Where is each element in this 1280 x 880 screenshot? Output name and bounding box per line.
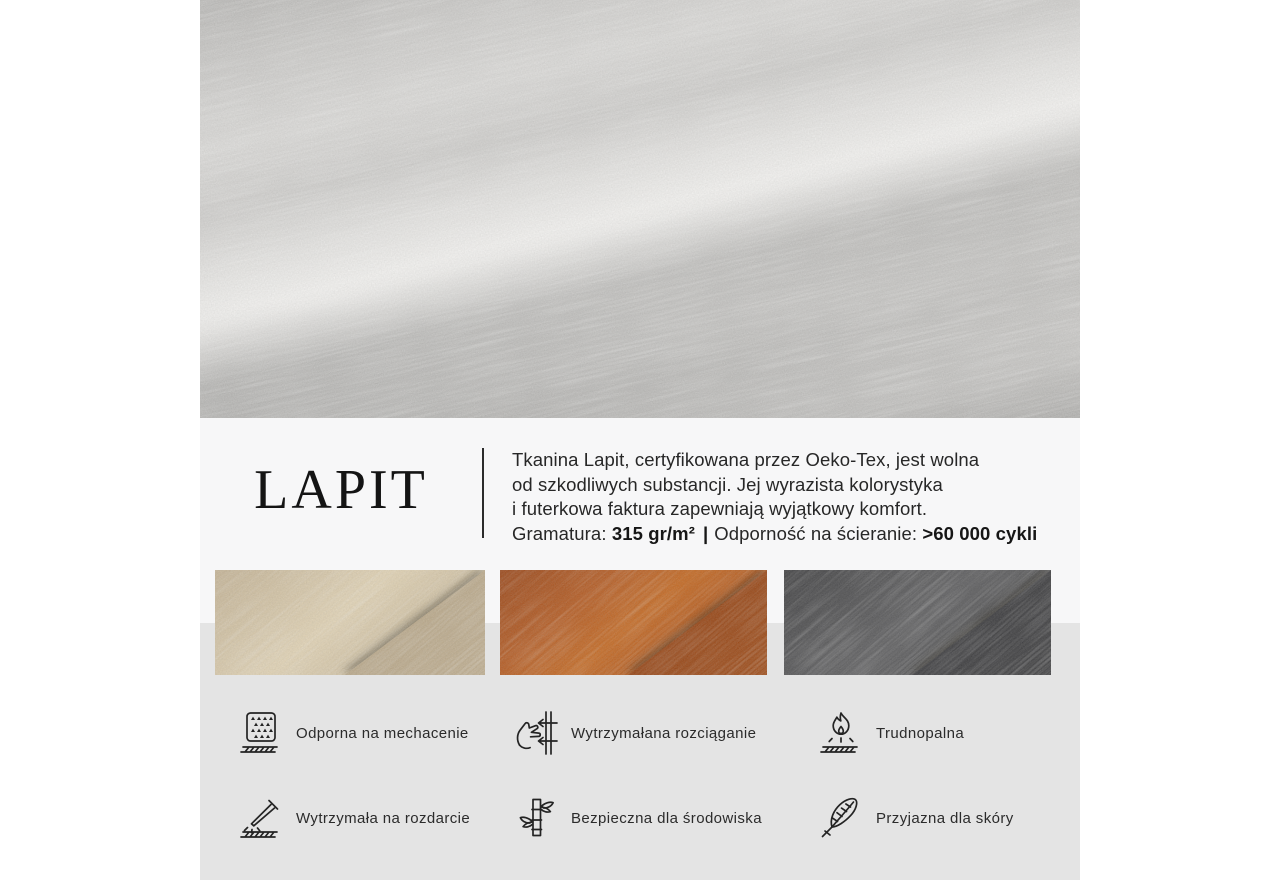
feature-label: Bezpieczna dla środowiska xyxy=(571,809,762,827)
feature-label: Wytrzymałana rozciąganie xyxy=(571,724,757,742)
pilling-resistant-icon xyxy=(238,710,284,756)
feature-label: Wytrzymała na rozdarcie xyxy=(296,809,471,827)
stretch-resistant-icon xyxy=(513,710,559,756)
feature-item-tear xyxy=(238,793,470,843)
title-divider xyxy=(482,448,484,538)
tear-resistant-icon xyxy=(238,795,284,841)
flame-retardant-icon xyxy=(818,710,864,756)
feature-item-flame xyxy=(818,708,964,758)
description-line: i futerkowa faktura zapewniają wyjątkowy komfort. xyxy=(512,498,928,519)
spec-separator: | xyxy=(702,522,709,544)
feature-item-eco xyxy=(513,793,762,843)
hero-fabric-image xyxy=(200,0,1080,418)
eco-friendly-icon xyxy=(513,795,559,841)
spec-line xyxy=(512,522,1072,547)
feature-item-skin xyxy=(818,793,1014,843)
weight-value: 315 gr/m² xyxy=(611,522,695,544)
abrasion-value: >60 000 cykli xyxy=(922,522,1038,544)
swatch-beige xyxy=(215,570,485,675)
feature-item-stretch xyxy=(513,708,756,758)
swatches-row xyxy=(200,570,1080,675)
weight-label: Gramatura: xyxy=(512,522,607,544)
abrasion-label: Odporność na ścieranie: xyxy=(714,522,918,544)
fabric-texture-overlay xyxy=(200,0,1080,418)
feature-label: Trudnopalna xyxy=(876,724,965,742)
swatch-rust xyxy=(500,570,767,675)
product-title: LAPIT xyxy=(254,459,428,521)
feature-label: Odporna na mechacenie xyxy=(296,724,469,742)
swatch-charcoal xyxy=(784,570,1051,675)
skin-friendly-icon xyxy=(818,795,864,841)
description-line: od szkodliwych substancji. Jej wyrazista kolorystyka xyxy=(512,473,943,495)
product-description xyxy=(512,448,1072,546)
feature-label: Przyjazna dla skóry xyxy=(876,809,1014,827)
feature-item-pilling xyxy=(238,708,469,758)
description-line: Tkanina Lapit, certyfikowana przez Oeko-Tex, jest wolna xyxy=(512,449,980,470)
